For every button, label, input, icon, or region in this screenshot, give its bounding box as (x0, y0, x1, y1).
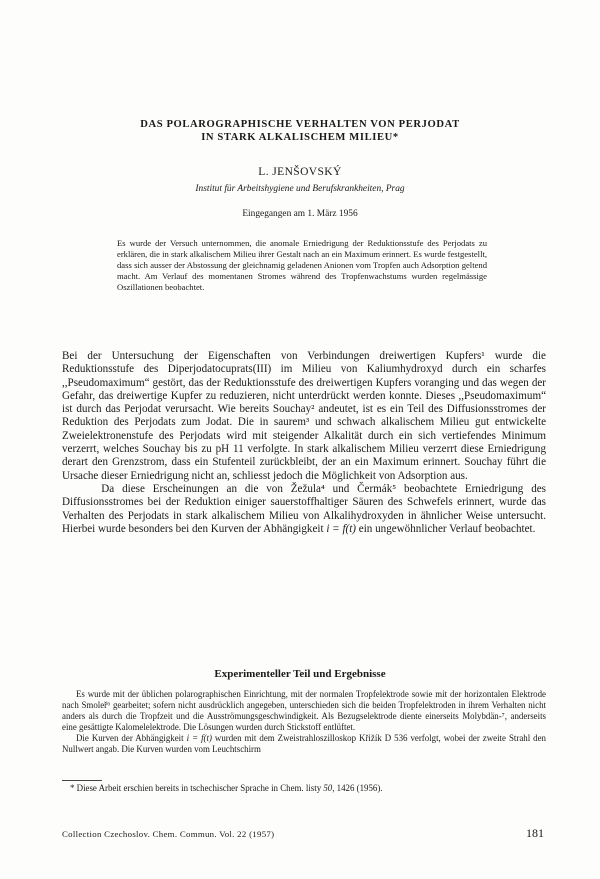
section-paragraph-2 (62, 733, 546, 755)
footnote-volume: 50, (323, 783, 335, 793)
footnote-text-start: * Diese Arbeit erschien bereits in tschechischer Sprache in Chem. listy (70, 783, 324, 793)
author-name: L. JENŠOVSKÝ (258, 166, 342, 178)
footnote-divider (62, 780, 102, 781)
footnote-text-end: 1426 (1956). (334, 783, 383, 793)
body-p2-text-end: ein ungewöhnlicher Verlauf beobachtet. (356, 522, 536, 535)
section-heading: Experimenteller Teil und Ergebnisse (214, 668, 386, 680)
abstract-text: Es wurde der Versuch unternommen, die anomale Erniedrigung der Reduktionsstufe des Perjodats zu erklären, die in stark alkalischem Milieu ihrer Gestalt nach an ein Maximum erinnert. Es wurde festgestellt, dass sich ausser der Abstossung der gleichnamig geladenen Anionen vom Tropfen auch Adsorption geltend macht. Am Verlauf des momentanen Stromes während des Tropfenwachstums wurden regelmässige Oszillationen beobachtet. (117, 238, 487, 292)
body-text (62, 350, 546, 536)
section-p2-text-end: wurden mit dem Zweistrahloszilloskop Křižík D 536 verfolgt, wobei der zweite Strahl den Nullwert angab. Die Kurven wurden vom Leuchtschirm (62, 733, 546, 755)
journal-citation: Collection Czechoslov. Chem. Commun. Vol. 22 (1957) (62, 829, 275, 839)
body-p2-formula: i = f(t) (326, 522, 356, 535)
footnote-text (62, 783, 546, 794)
abstract (117, 238, 487, 293)
received-date: Eingegangen am 1. März 1956 (242, 209, 358, 219)
title-line-1: DAS POLAROGRAPHISCHE VERHALTEN VON PERJODAT (140, 119, 460, 130)
body-p2-text: Da diese Erscheinungen an die von Žežula⁴ und Čermák⁵ beobachtete Erniedrigung des Diffusionsstromes bei der Reduktion einiger sauerstoffhaltiger Säuren des Schwefels erinnert, wurde das Verhalten des Perjodats in stark alkalischem Milieu von Alkalihydroxyden in ähnlicher Weise untersucht. Hierbei wurde besonders bei den Kurven der Abhängigkeit (62, 482, 547, 535)
section-p2-text: Die Kurven der Abhängigkeit (76, 733, 187, 744)
article-title (60, 118, 540, 144)
affiliation: Institut für Arbeitshygiene und Berufskrankheiten, Prag (195, 184, 405, 194)
section-text (62, 689, 546, 756)
body-paragraph-2 (62, 483, 546, 536)
title-line-2: IN STARK ALKALISCHEM MILIEU* (201, 132, 399, 143)
section-p2-formula: i = f(t) (186, 733, 212, 744)
footnote (62, 783, 546, 794)
section-paragraph-1: Es wurde mit der üblichen polarographischen Einrichtung, mit der normalen Tropfelektrode sowie mit der horizontalen Elektrode nach Smoleř⁶ gearbeitet; sofern nicht ausdrücklich angegeben, unterschieden sich die beiden Tropfelektroden in ihrem Verhalten nicht anders als durch die Tropfzeit und die Ausströmungsgeschwindigkeit. Als Bezugselektrode diente einerseits Molybdän-⁷, anderseits eine gesättigte Kalomelelektrode. Die Lösungen wurden durch Stickstoff entlüftet. (62, 689, 546, 733)
page-number: 181 (526, 826, 544, 840)
body-paragraph-1: Bei der Untersuchung der Eigenschaften von Verbindungen dreiwertigen Kupfers¹ wurde die Reduktionsstufe des Diperjodatocuprats(III) im Milieu von Kaliumhydroxyd durch ein scharfes ,,Pseudomaximum“ gestört, das der Reduktionsstufe des dreiwertigen Kupfers voranging und das wegen der Gefahr, das dreiwertige Kupfer zu reduzieren, nicht unterdrückt werden konnte. Dieses ,,Pseudomaximum“ ist durch das Perjodat verursacht. Wie bereits Souchay² andeutet, ist es ein Teil des Diffusionsstromes der Reduktion des Perjodats zum Jodat. Die in saurem³ und schwach alkalischem Milieu gut entwickelte Zweielektronenstufe des Perjodats wird mit steigender Alkalität durch ein sich vertiefendes Minimum verzerrt, welches Souchay bis zu pH 11 verfolgte. In stark alkalischem Milieu verzerrt diese Erniedrigung derart den Grenzstrom, dass ein Stufenteil zurückbleibt, der an ein Maximum erinnert. Souchay führt die Ursache dieser Erniedrigung nicht an, schliesst jedoch die Möglichkeit von Adsorption aus. (62, 350, 546, 482)
